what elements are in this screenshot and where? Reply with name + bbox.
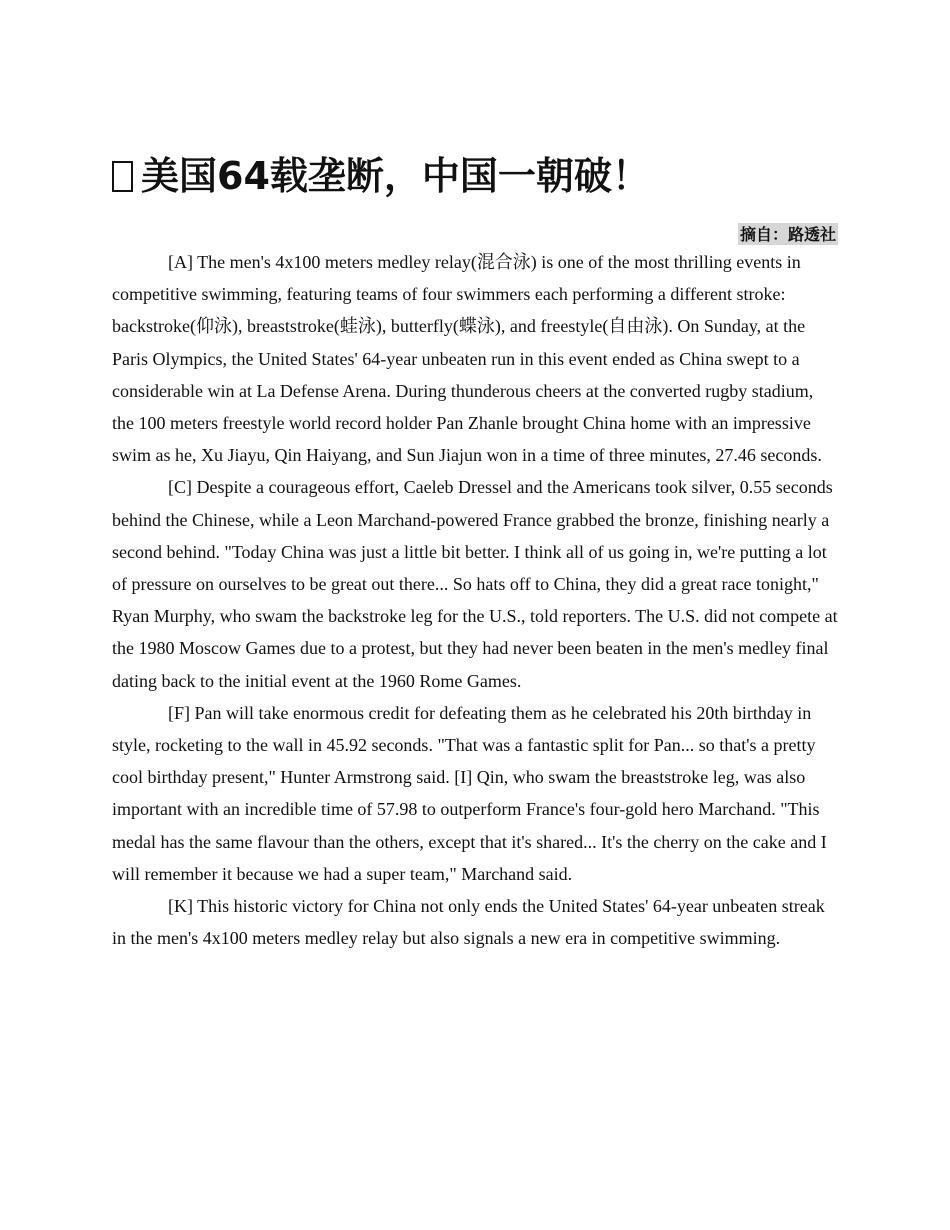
missing-glyph-icon <box>112 161 133 192</box>
paragraph-k: [K] This historic victory for China not only ends the United States' 64-year unbeaten streak in the men's 4x100 meters medley relay but also signals a new era in competitive swimming. <box>112 896 825 949</box>
paragraph-f: [F] Pan will take enormous credit for defeating them as he celebrated his 20th birthday in style, rocketing to the wall in 45.92 seconds. "That was a fantastic split for Pan... so that's a pretty cool birthday present," Hunter Armstrong said. [I] Qin, who swam the breaststroke leg, was also important with an incredible time of 57.98 to outperform France's four-gold hero Marchand. "This medal has the same flavour than the others, except that it's shared... It's the cherry on the cake and I will remember it because we had a super team," Marchand said. <box>112 702 827 884</box>
paragraph-a: [A] The men's 4x100 meters medley relay(混合泳) is one of the most thrilling events in competitive swimming, featuring teams of four swimmers each performing a different stroke: backstroke(仰泳), breaststroke(蛙泳), butterfly(蝶泳), and freestyle(自由泳). On Sunday, at the Paris Olympics, the United States' 64-year unbeaten run in this event ended as China swept to a considerable win at La Defense Arena. During thunderous cheers at the converted rugby stadium, the 100 meters freestyle world record holder Pan Zhanle brought China home with an impressive swim as he, Xu Jiayu, Qin Haiyang, and Sun Jiajun won in a time of three minutes, 27.46 seconds. <box>112 252 822 466</box>
paragraph-c: [C] Despite a courageous effort, Caeleb Dressel and the Americans took silver, 0.55 seconds behind the Chinese, while a Leon Marchand-powered France grabbed the bronze, finishing nearly a second behind. "Today China was just a little bit better. I think all of us going in, we're putting a lot of pressure on ourselves to be great out there... So hats off to China, they did a great race tonight," Ryan Murphy, who swam the backstroke leg for the U.S., told reporters. The U.S. did not compete at the 1980 Moscow Games due to a protest, but they had never been beaten in the men's medley final dating back to the initial event at the 1960 Rome Games. <box>112 477 838 691</box>
source-row <box>112 223 838 246</box>
article-title-text: 美国64载垄断，中国一朝破！ <box>141 154 650 198</box>
article-title <box>112 150 838 202</box>
article-body <box>112 246 838 954</box>
source-label: 摘自：路透社 <box>739 225 836 244</box>
article-page <box>112 150 838 954</box>
